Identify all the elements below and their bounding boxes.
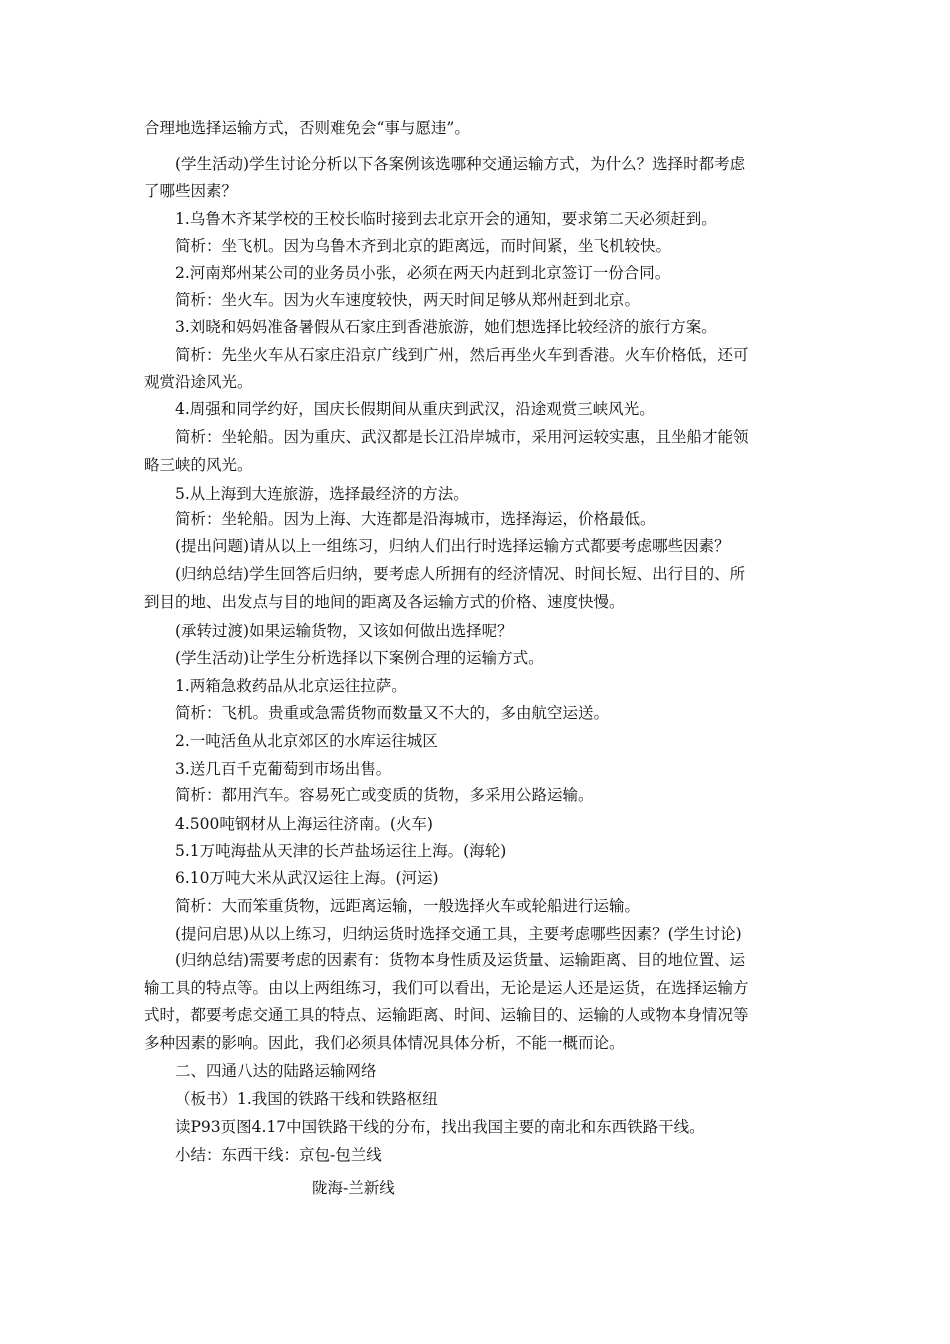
- text-line: 读P93页图4.17中国铁路干线的分布，找出我国主要的南北和东西铁路干线。: [175, 1118, 705, 1136]
- text-line: 简析：大而笨重货物，远距离运输，一般选择火车或轮船进行运输。: [175, 897, 641, 915]
- text-line: (归纳总结)需要考虑的因素有：货物本身性质及运货量、运输距离、目的地位置、运: [175, 951, 746, 969]
- text-line: 简析：坐轮船。因为重庆、武汉都是长江沿岸城市，采用河运较实惠，且坐船才能领: [175, 428, 749, 446]
- text-line: (提出问题)请从以上一组练习，归纳人们出行时选择运输方式都要考虑哪些因素？: [175, 537, 730, 555]
- text-line: 观赏沿途风光。: [144, 373, 253, 391]
- text-line: 式时，都要考虑交通工具的特点、运输距离、时间、运输目的、运输的人或物本身情况等: [144, 1006, 749, 1024]
- text-line: 简析：坐飞机。因为乌鲁木齐到北京的距离远，而时间紧，坐飞机较快。: [175, 237, 672, 255]
- text-line: (归纳总结)学生回答后归纳，要考虑人所拥有的经济情况、时间长短、出行目的、所: [175, 565, 746, 583]
- text-line: (学生活动)让学生分析选择以下案例合理的运输方式。: [175, 649, 544, 667]
- text-line: 6.10万吨大米从武汉运往上海。(河运): [175, 869, 439, 887]
- text-line: 4.周强和同学约好，国庆长假期间从重庆到武汉，沿途观赏三峡风光。: [175, 400, 655, 418]
- text-line: 2.河南郑州某公司的业务员小张，必须在两天内赶到北京签订一份合同。: [175, 264, 671, 282]
- text-line: 了哪些因素？: [144, 182, 238, 200]
- text-line: 1.两箱急救药品从北京运往拉萨。: [175, 677, 407, 695]
- text-line: 略三峡的风光。: [144, 456, 253, 474]
- text-line: 简析：先坐火车从石家庄沿京广线到广州，然后再坐火车到香港。火车价格低，还可: [175, 346, 749, 364]
- text-line: 简析：坐火车。因为火车速度较快，两天时间足够从郑州赶到北京。: [175, 291, 641, 309]
- text-line: 陇海-兰新线: [312, 1179, 395, 1197]
- text-line: 合理地选择运输方式，否则难免会“事与愿违”。: [144, 119, 470, 137]
- text-line: 4.500吨钢材从上海运往济南。(火车): [175, 815, 433, 833]
- text-line: 1.乌鲁木齐某学校的王校长临时接到去北京开会的通知，要求第二天必须赶到。: [175, 210, 717, 228]
- text-line: 2.一吨活鱼从北京郊区的水库运往城区: [175, 732, 438, 750]
- text-line: 小结：东西干线：京包-包兰线: [175, 1146, 382, 1164]
- text-line: （板书）1.我国的铁路干线和铁路枢纽: [175, 1090, 438, 1108]
- text-line: 到目的地、出发点与目的地间的距离及各运输方式的价格、速度快慢。: [144, 593, 625, 611]
- text-line: 二、四通八达的陆路运输网络: [175, 1062, 377, 1080]
- text-line: 3.送几百千克葡萄到市场出售。: [175, 760, 392, 778]
- text-line: 5.1万吨海盐从天津的长芦盐场运往上海。(海轮): [175, 842, 507, 860]
- text-line: (学生活动)学生讨论分析以下各案例该选哪种交通运输方式，为什么？选择时都考虑: [175, 155, 746, 173]
- text-line: 输工具的特点等。由以上两组练习，我们可以看出，无论是运人还是运货，在选择运输方: [144, 979, 749, 997]
- text-line: 简析：飞机。贵重或急需货物而数量又不大的，多由航空运送。: [175, 704, 610, 722]
- text-line: (承转过渡)如果运输货物，又该如何做出选择呢？: [175, 622, 513, 640]
- text-line: 3.刘晓和妈妈准备暑假从石家庄到香港旅游，她们想选择比较经济的旅行方案。: [175, 318, 717, 336]
- text-line: 简析：都用汽车。容易死亡或变质的货物，多采用公路运输。: [175, 786, 594, 804]
- text-line: 简析：坐轮船。因为上海、大连都是沿海城市，选择海运，价格最低。: [175, 510, 656, 528]
- text-line: (提问启思)从以上练习，归纳运货时选择交通工具，主要考虑哪些因素？(学生讨论): [175, 925, 742, 943]
- text-line: 5.从上海到大连旅游，选择最经济的方法。: [175, 485, 469, 503]
- text-line: 多种因素的影响。因此，我们必须具体情况具体分析，不能一概而论。: [144, 1034, 625, 1052]
